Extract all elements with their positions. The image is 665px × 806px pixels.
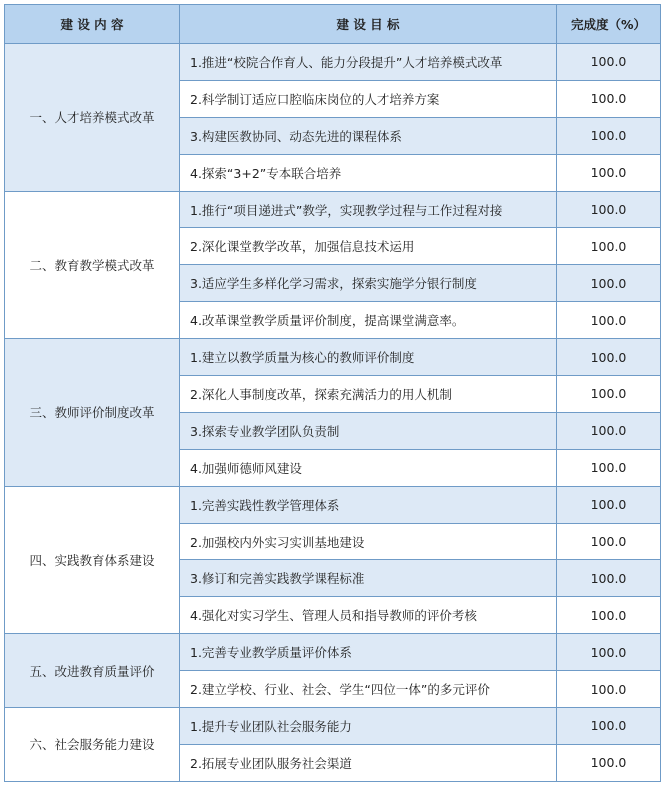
goal-cell: 1.完善实践性教学管理体系 — [180, 486, 557, 523]
goal-cell: 4.强化对实习学生、管理人员和指导教师的评价考核 — [180, 597, 557, 634]
goal-cell: 2.加强校内外实习实训基地建设 — [180, 523, 557, 560]
completion-rate-cell: 100.0 — [557, 339, 661, 376]
construction-goals-table — [4, 4, 661, 782]
goal-cell: 1.提升专业团队社会服务能力 — [180, 708, 557, 745]
table-row — [5, 708, 661, 745]
completion-rate-cell: 100.0 — [557, 154, 661, 191]
table-row — [5, 486, 661, 523]
header-rate: 完成度（%） — [557, 5, 661, 44]
goal-cell: 2.拓展专业团队服务社会渠道 — [180, 744, 557, 781]
completion-rate-cell: 100.0 — [557, 486, 661, 523]
goal-cell: 3.修订和完善实践教学课程标准 — [180, 560, 557, 597]
completion-rate-cell: 100.0 — [557, 671, 661, 708]
goal-cell: 3.探索专业教学团队负责制 — [180, 412, 557, 449]
table-body — [5, 44, 661, 782]
group-name-cell: 一、人才培养模式改革 — [5, 44, 180, 192]
header-content: 建 设 内 容 — [5, 5, 180, 44]
goal-cell: 2.科学制订适应口腔临床岗位的人才培养方案 — [180, 80, 557, 117]
goal-cell: 4.加强师德师风建设 — [180, 449, 557, 486]
completion-rate-cell: 100.0 — [557, 744, 661, 781]
table-row — [5, 191, 661, 228]
goal-cell: 3.适应学生多样化学习需求，探索实施学分银行制度 — [180, 265, 557, 302]
goal-cell: 4.改革课堂教学质量评价制度，提高课堂满意率。 — [180, 302, 557, 339]
goal-cell: 1.完善专业教学质量评价体系 — [180, 634, 557, 671]
table-row — [5, 339, 661, 376]
goal-cell: 1.推行“项目递进式”教学，实现教学过程与工作过程对接 — [180, 191, 557, 228]
completion-rate-cell: 100.0 — [557, 228, 661, 265]
completion-rate-cell: 100.0 — [557, 523, 661, 560]
completion-rate-cell: 100.0 — [557, 560, 661, 597]
completion-rate-cell: 100.0 — [557, 412, 661, 449]
group-name-cell: 六、社会服务能力建设 — [5, 708, 180, 782]
goal-cell: 2.建立学校、行业、社会、学生“四位一体”的多元评价 — [180, 671, 557, 708]
header-goal: 建 设 目 标 — [180, 5, 557, 44]
completion-rate-cell: 100.0 — [557, 265, 661, 302]
completion-rate-cell: 100.0 — [557, 708, 661, 745]
goal-cell: 2.深化人事制度改革，探索充满活力的用人机制 — [180, 376, 557, 413]
goal-cell: 3.构建医教协同、动态先进的课程体系 — [180, 117, 557, 154]
goal-cell: 1.推进“校院合作育人、能力分段提升”人才培养模式改革 — [180, 44, 557, 81]
group-name-cell: 四、实践教育体系建设 — [5, 486, 180, 634]
group-name-cell: 三、教师评价制度改革 — [5, 339, 180, 487]
completion-rate-cell: 100.0 — [557, 449, 661, 486]
completion-rate-cell: 100.0 — [557, 597, 661, 634]
goal-cell: 2.深化课堂教学改革，加强信息技术运用 — [180, 228, 557, 265]
completion-rate-cell: 100.0 — [557, 302, 661, 339]
completion-rate-cell: 100.0 — [557, 44, 661, 81]
completion-rate-cell: 100.0 — [557, 634, 661, 671]
header-row — [5, 5, 661, 44]
completion-rate-cell: 100.0 — [557, 80, 661, 117]
completion-rate-cell: 100.0 — [557, 376, 661, 413]
group-name-cell: 五、改进教育质量评价 — [5, 634, 180, 708]
goal-cell: 4.探索“3+2”专本联合培养 — [180, 154, 557, 191]
group-name-cell: 二、教育教学模式改革 — [5, 191, 180, 339]
completion-rate-cell: 100.0 — [557, 191, 661, 228]
goal-cell: 1.建立以教学质量为核心的教师评价制度 — [180, 339, 557, 376]
table-row — [5, 634, 661, 671]
table-row — [5, 44, 661, 81]
completion-rate-cell: 100.0 — [557, 117, 661, 154]
